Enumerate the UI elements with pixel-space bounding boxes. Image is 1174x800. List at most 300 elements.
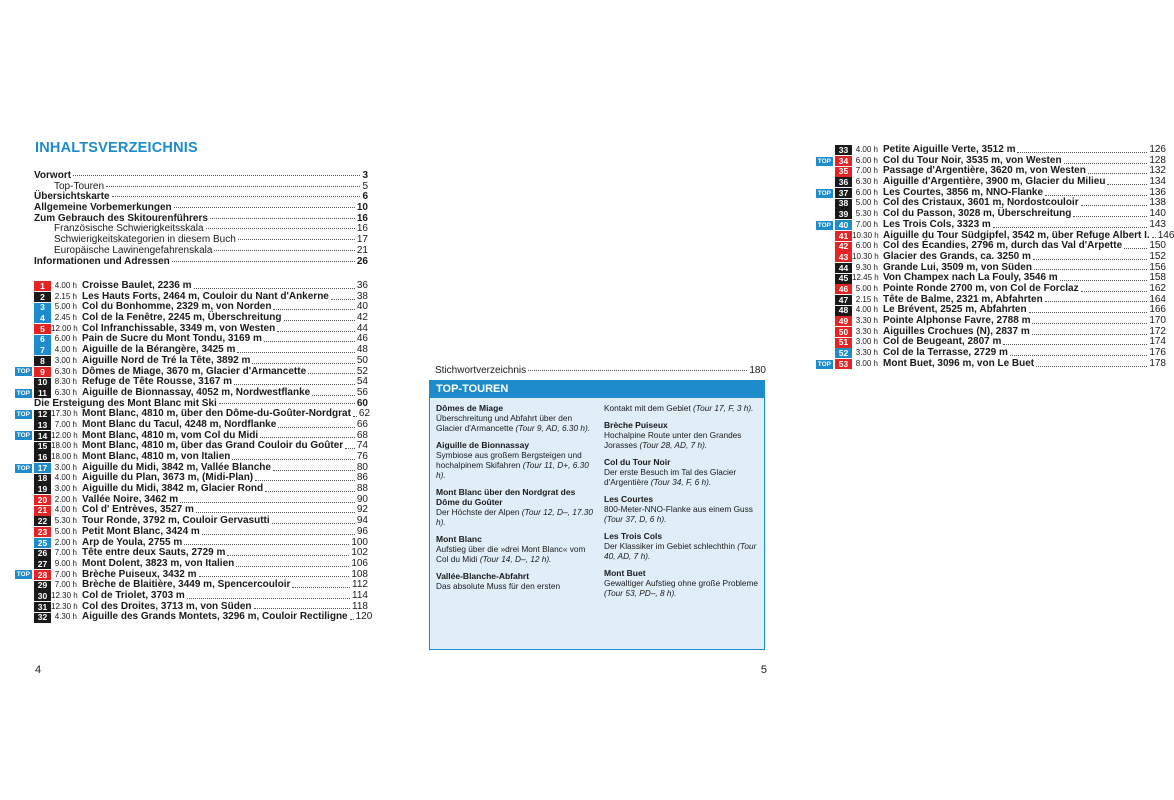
top-tour-desc-text: Symbiose aus großem Bergsteigen und hochalpinem Skifahren xyxy=(436,450,582,470)
tour-number-badge: 30 xyxy=(34,591,51,601)
tour-entry[interactable] xyxy=(10,388,368,399)
page-number-left: 4 xyxy=(35,664,42,676)
tour-name: Mont Dolent, 3823 m, von Italien xyxy=(82,557,235,569)
leader-dots xyxy=(184,544,349,545)
tour-page: 118 xyxy=(352,600,368,612)
tour-page: 162 xyxy=(1149,282,1166,294)
tour-time: 7.00 h xyxy=(54,580,77,590)
leader-dots xyxy=(106,186,360,187)
tour-number-badge: 29 xyxy=(34,581,51,591)
top-tour-entry xyxy=(604,420,760,450)
tour-number-badge: 25 xyxy=(34,538,51,548)
leader-dots xyxy=(1045,195,1147,196)
tour-page: 128 xyxy=(1149,154,1166,166)
tour-number-badge: 52 xyxy=(835,348,852,358)
top-tour-entry xyxy=(436,571,596,591)
tour-time: 4.00 h xyxy=(855,145,878,154)
top-tour-name: Brèche Puiseux xyxy=(604,420,668,430)
tour-name: Arp de Youla, 2755 m xyxy=(82,536,183,548)
leader-dots xyxy=(214,250,354,251)
tour-name: Petit Mont Blanc, 3424 m xyxy=(82,525,200,537)
leader-dots xyxy=(272,523,355,524)
tour-time: 7.00 h xyxy=(855,166,878,176)
tour-time: 2.45 h xyxy=(54,313,77,323)
tour-time: 5.00 h xyxy=(855,198,878,208)
toc-entry-label: Französische Schwierigkeitsskala xyxy=(54,223,204,235)
tour-page: 150 xyxy=(1149,240,1166,252)
top-touren-col-left xyxy=(436,403,596,598)
stichwort-entry[interactable] xyxy=(435,365,766,376)
tour-name: Tour Ronde, 3792 m, Couloir Gervasutti xyxy=(82,515,270,527)
tour-time: 6.00 h xyxy=(855,155,878,165)
top-tour-entry xyxy=(604,568,760,598)
tour-page: 68 xyxy=(356,429,368,441)
top-tour-name: Mont Blanc über den Nordgrat des Dôme du Goûter xyxy=(436,487,576,507)
leader-dots xyxy=(187,598,350,599)
tour-page: 90 xyxy=(356,493,368,505)
top-slot xyxy=(811,360,835,369)
tour-name: Col des Cristaux, 3601 m, Nordostcouloir xyxy=(883,197,1079,209)
stichwort-page: 180 xyxy=(749,365,766,376)
tour-number-badge: 19 xyxy=(34,484,51,494)
top-tour-ref: (Tour 14, D–, 12 h). xyxy=(479,554,552,564)
tour-page: 140 xyxy=(1149,208,1166,220)
top-tour-name: Mont Blanc xyxy=(436,534,482,544)
top-tour-ref: (Tour 9, AD, 6.30 h). xyxy=(515,423,591,433)
leader-dots xyxy=(345,448,355,449)
tour-time: 18.00 h xyxy=(51,452,78,461)
tour-entry[interactable] xyxy=(10,611,373,623)
leader-dots xyxy=(284,320,355,321)
top-tour-description xyxy=(604,430,760,450)
tour-time: 6.30 h xyxy=(54,366,77,376)
top-tour-entry xyxy=(436,440,596,480)
top-tour-entry xyxy=(436,403,596,433)
tour-time: 4.00 h xyxy=(54,473,77,483)
tour-page: 114 xyxy=(352,589,368,601)
leader-dots xyxy=(254,608,351,609)
tour-name: Von Champex nach La Fouly, 3546 m xyxy=(883,272,1058,284)
tour-name: Brèche de Blaitière, 3449 m, Spencercouloir xyxy=(82,579,291,591)
leader-dots xyxy=(292,587,350,588)
tour-entry[interactable] xyxy=(10,527,368,538)
top-tour-ref: (Tour 11, D+, 6.30 h). xyxy=(436,460,589,480)
top-badge: TOP xyxy=(817,157,831,165)
tour-entry[interactable] xyxy=(10,559,368,570)
tour-name: Aiguille du Plan, 3673 m, (Midi-Plan) xyxy=(82,472,254,484)
leader-dots xyxy=(1060,280,1148,281)
tour-number-badge: 33 xyxy=(835,145,852,155)
leader-dots xyxy=(264,341,355,342)
tour-time: 2.00 h xyxy=(54,494,77,504)
tour-number-badge: 51 xyxy=(835,338,852,348)
leader-dots xyxy=(234,384,355,385)
top-slot xyxy=(811,157,835,166)
tour-page: 66 xyxy=(356,418,368,430)
top-touren-col-right xyxy=(604,403,760,605)
tour-time: 12.45 h xyxy=(852,273,879,283)
tour-page: 152 xyxy=(1149,250,1166,262)
tour-name: Vallée Noire, 3462 m xyxy=(82,493,179,505)
tour-page: 112 xyxy=(352,579,368,591)
tour-name: Pointe Alphonse Favre, 2788 m xyxy=(883,315,1031,326)
tour-number-badge: 49 xyxy=(835,316,852,326)
tour-name: Mont Buet, 3096 m, von Le Buet xyxy=(883,357,1035,369)
tour-name: Aiguilles Crochues (N), 2837 m xyxy=(883,325,1030,337)
tour-time: 12.30 h xyxy=(51,590,78,600)
top-slot xyxy=(811,189,835,198)
toc-entry-label: Europäische Lawinengefahrenskala xyxy=(54,244,213,256)
tour-page: 134 xyxy=(1149,176,1166,188)
toc-entry-label: Die Ersteigung des Mont Blanc mit Ski xyxy=(34,397,217,409)
tour-name: Petite Aiguille Verte, 3512 m xyxy=(883,144,1016,155)
tour-page: 38 xyxy=(356,290,368,302)
tour-entry[interactable] xyxy=(811,220,1166,231)
tour-page: 42 xyxy=(356,312,368,324)
tour-time: 3.30 h xyxy=(855,348,878,358)
leader-dots xyxy=(1081,291,1148,292)
tour-name: Dômes de Miage, 3670 m, Glacier d'Armancette xyxy=(82,365,307,377)
tour-page: 50 xyxy=(356,354,368,366)
tour-time: 3.00 h xyxy=(54,355,77,365)
tour-name: Pain de Sucre du Mont Tondu, 3169 m xyxy=(82,333,262,345)
top-tour-entry xyxy=(604,403,760,413)
tour-page: 100 xyxy=(351,536,368,548)
tour-page: 62 xyxy=(358,408,371,420)
toc-entry-page: 6 xyxy=(362,191,368,203)
toc-tours-left xyxy=(10,280,373,623)
top-badge: TOP xyxy=(817,189,831,197)
tour-number-badge: 31 xyxy=(34,602,51,612)
tour-number-badge: 8 xyxy=(34,356,51,366)
top-badge: TOP xyxy=(16,389,30,397)
top-tour-description xyxy=(436,544,596,564)
top-tour-ref: (Tour 28, AD, 7 h). xyxy=(639,440,708,450)
leader-dots xyxy=(1073,216,1147,217)
tour-time: 9.00 h xyxy=(54,558,77,568)
tour-number-badge: 4 xyxy=(34,313,51,323)
tour-number-badge: 48 xyxy=(835,306,852,316)
tour-page: 56 xyxy=(356,386,368,398)
tour-time: 10.30 h xyxy=(852,251,879,261)
leader-dots xyxy=(312,395,355,396)
toc-entry-label: Vorwort xyxy=(34,170,72,181)
tour-number-badge: 32 xyxy=(34,613,51,623)
top-tour-entry xyxy=(604,494,760,524)
leader-dots xyxy=(273,470,355,471)
top-tour-description xyxy=(604,403,760,413)
tour-page: 92 xyxy=(356,504,368,516)
tour-number-badge: 3 xyxy=(34,303,51,313)
tour-page: 146 xyxy=(1157,229,1174,241)
tour-page: 166 xyxy=(1149,304,1166,316)
tour-number-badge: 38 xyxy=(835,199,852,209)
tour-name: Aiguille du Tour Südgipfel, 3542 m, über Refuge Albert I. xyxy=(883,229,1150,241)
toc-entry[interactable] xyxy=(34,257,368,268)
tour-name: Col du Bonhomme, 2329 m, von Norden xyxy=(82,301,272,313)
top-slot xyxy=(10,410,34,419)
top-tour-ref: (Tour 53, PD–, 8 h). xyxy=(604,588,677,598)
tour-name: Mont Blanc, 4810 m, über den Dôme-du-Goûter-Nordgrat xyxy=(82,408,351,420)
tour-name: Col de la Fenêtre, 2245 m, Überschreitung xyxy=(82,312,282,324)
tour-number-badge: 5 xyxy=(34,324,51,334)
tour-time: 12.30 h xyxy=(51,601,78,611)
leader-dots xyxy=(112,196,361,197)
tour-name: Le Brévent, 2525 m, Abfahrten xyxy=(883,304,1027,316)
top-tour-name: Les Trois Cols xyxy=(604,531,663,541)
leader-dots xyxy=(993,227,1147,228)
toc-entry-label: Informationen und Adressen xyxy=(34,255,170,267)
tour-time: 6.00 h xyxy=(855,187,878,197)
tour-page: 136 xyxy=(1149,186,1166,198)
toc-entry-page: 26 xyxy=(356,255,368,267)
tour-time: 10.30 h xyxy=(852,230,879,240)
top-badge: TOP xyxy=(16,411,30,419)
leader-dots xyxy=(265,491,355,492)
leader-dots xyxy=(273,309,354,310)
left-page xyxy=(0,0,400,800)
page-title: INHALTSVERZEICHNIS xyxy=(35,140,198,156)
tour-number-badge: 9 xyxy=(34,367,51,377)
leader-dots xyxy=(206,228,355,229)
tour-name: Aiguille de Bionnassay, 4052 m, Nordwestflanke xyxy=(82,386,311,398)
tour-number-badge: 40 xyxy=(835,220,852,230)
tour-name: Passage d'Argentière, 3620 m, von Westen xyxy=(883,165,1086,177)
tour-entry[interactable] xyxy=(811,252,1166,263)
leader-dots xyxy=(1088,173,1147,174)
tour-number-badge: 42 xyxy=(835,242,852,252)
tour-number-badge: 22 xyxy=(34,516,51,526)
tour-time: 3.30 h xyxy=(855,316,878,325)
tour-number-badge: 26 xyxy=(34,549,51,559)
top-tour-name: Vallée-Blanche-Abfahrt xyxy=(436,571,530,581)
tour-time: 8.00 h xyxy=(855,358,878,368)
toc-entry-page: 10 xyxy=(356,202,368,214)
tour-entry[interactable] xyxy=(10,580,368,591)
tour-time: 4.00 h xyxy=(855,305,878,315)
leader-dots xyxy=(1017,152,1147,153)
top-tour-entry xyxy=(604,531,760,561)
tour-name: Aiguille Nord de Tré la Tête, 3892 m xyxy=(82,354,251,366)
tour-number-badge: 11 xyxy=(34,388,51,398)
top-tour-description xyxy=(436,507,596,527)
top-touren-header: TOP-TOUREN xyxy=(430,381,764,398)
tour-page: 143 xyxy=(1149,218,1166,230)
tour-time: 12.00 h xyxy=(51,323,78,333)
leader-dots xyxy=(236,566,349,567)
toc-entry-page: 3 xyxy=(362,170,368,181)
tour-time: 5.00 h xyxy=(855,283,878,293)
top-tour-description xyxy=(604,541,760,561)
tour-number-badge: 34 xyxy=(835,156,852,166)
top-badge: TOP xyxy=(16,432,30,440)
leader-dots xyxy=(232,459,355,460)
leader-dots xyxy=(172,261,355,262)
toc-entry-label: Schwierigkeitskategorien in diesem Buch xyxy=(54,234,236,246)
tour-name: Tête de Balme, 2321 m, Abfahrten xyxy=(883,293,1043,305)
tour-number-badge: 17 xyxy=(34,463,51,473)
top-tour-name: Aiguille de Bionnassay xyxy=(436,440,530,450)
tour-time: 2.15 h xyxy=(54,291,77,301)
leader-dots xyxy=(1036,366,1147,367)
leader-dots xyxy=(260,437,355,438)
stichwort-label: Stichwortverzeichnis xyxy=(435,365,527,376)
top-tour-desc-text: Das absolute Muss für den ersten xyxy=(436,581,561,591)
tour-time: 17.30 h xyxy=(51,409,78,419)
tour-number-badge: 27 xyxy=(34,559,51,569)
tour-page: 52 xyxy=(356,365,368,377)
tour-entry[interactable] xyxy=(10,356,368,367)
leader-dots xyxy=(1010,355,1147,356)
toc-entry-page: 5 xyxy=(362,180,368,192)
leader-dots xyxy=(174,207,355,208)
toc-tours-right xyxy=(811,144,1174,369)
tour-number-badge: 23 xyxy=(34,527,51,537)
tour-time: 2.00 h xyxy=(54,537,77,547)
top-tour-ref: (Tour 12, D–, 17.30 h). xyxy=(436,507,593,527)
tour-page: 174 xyxy=(1149,336,1166,348)
tour-number-badge: 43 xyxy=(835,252,852,262)
tour-number-badge: 14 xyxy=(34,431,51,441)
leader-dots xyxy=(1032,334,1148,335)
leader-dots xyxy=(1064,163,1148,164)
tour-number-badge: 7 xyxy=(34,345,51,355)
top-badge: TOP xyxy=(16,368,30,376)
tour-name: Aiguille de la Bérangère, 3425 m xyxy=(82,344,236,356)
tour-name: Col de Beugeant, 2807 m xyxy=(883,336,1002,348)
tour-name: Glacier des Grands, ca. 3250 m xyxy=(883,250,1031,262)
top-tour-name: Dômes de Miage xyxy=(436,403,504,413)
tour-time: 8.30 h xyxy=(54,377,77,387)
tour-number-badge: 41 xyxy=(835,231,852,241)
top-tour-desc-text: Kontakt mit dem Gebiet xyxy=(604,403,691,413)
tour-time: 6.30 h xyxy=(54,387,77,397)
top-slot xyxy=(10,570,34,579)
tour-name: Col Infranchissable, 3349 m, von Westen xyxy=(82,322,276,334)
tour-page: 132 xyxy=(1149,165,1166,177)
tour-name: Pointe Ronde 2700 m, von Col de Forclaz xyxy=(883,282,1079,294)
leader-dots xyxy=(73,175,360,176)
top-tour-desc-text: Der Höchste der Alpen xyxy=(436,507,520,517)
top-tour-name: Col du Tour Noir xyxy=(604,457,671,467)
toc-entry-page: 21 xyxy=(356,244,368,256)
top-slot xyxy=(10,431,34,440)
top-tour-entry xyxy=(436,534,596,564)
tour-page: 48 xyxy=(356,344,368,356)
leader-dots xyxy=(1033,259,1147,260)
tour-time: 4.00 h xyxy=(54,505,77,515)
tour-page: 86 xyxy=(356,472,368,484)
tour-name: Col du Passon, 3028 m, Überschreitung xyxy=(883,208,1072,220)
toc-entry-label: Allgemeine Vorbemerkungen xyxy=(34,202,172,214)
tour-name: Les Hauts Forts, 2464 m, Couloir du Nant d'Ankerne xyxy=(82,290,329,302)
tour-number-badge: 16 xyxy=(34,452,51,462)
leader-dots xyxy=(353,416,357,417)
tour-number-badge: 39 xyxy=(835,209,852,219)
tour-name: Col d' Entrèves, 3527 m xyxy=(82,504,194,516)
tour-time: 5.30 h xyxy=(855,209,878,219)
top-slot xyxy=(10,367,34,376)
toc-entry[interactable] xyxy=(34,246,368,257)
leader-dots xyxy=(180,502,355,503)
top-tour-desc-text: 800-Meter-NNO-Flanke aus einem Guss xyxy=(604,504,753,514)
tour-name: Aiguille du Midi, 3842 m, Glacier Rond xyxy=(82,483,264,495)
top-badge: TOP xyxy=(817,221,831,229)
tour-number-badge: 37 xyxy=(835,188,852,198)
toc-entry-label: Top-Touren xyxy=(54,180,105,192)
tour-page: 54 xyxy=(356,376,368,388)
tour-page: 170 xyxy=(1149,315,1166,326)
tour-page: 172 xyxy=(1149,325,1166,337)
tour-time: 3.30 h xyxy=(855,326,878,336)
top-badge: TOP xyxy=(817,360,831,368)
top-tour-name: Les Courtes xyxy=(604,494,654,504)
tour-page: 96 xyxy=(356,525,368,537)
tour-page: 108 xyxy=(351,568,368,580)
tour-page: 40 xyxy=(356,301,368,313)
tour-page: 126 xyxy=(1149,144,1166,155)
tour-time: 7.00 h xyxy=(855,219,878,229)
tour-number-badge: 15 xyxy=(34,442,51,452)
tour-time: 18.00 h xyxy=(51,441,78,451)
tour-number-badge: 35 xyxy=(835,167,852,177)
tour-name: Les Courtes, 3856 m, NNO-Flanke xyxy=(883,186,1044,198)
leader-dots xyxy=(1107,184,1147,185)
tour-name: Col de Triolet, 3703 m xyxy=(82,589,185,601)
tour-name: Brèche Puiseux, 3432 m xyxy=(82,568,197,580)
tour-name: Aiguille du Midi, 3842 m, Vallée Blanche xyxy=(82,461,271,473)
top-tour-ref: (Tour 37, D, 6 h). xyxy=(604,514,667,524)
leader-dots xyxy=(1003,344,1147,345)
top-slot xyxy=(10,389,34,398)
tour-page: 120 xyxy=(355,611,373,623)
tour-page: 156 xyxy=(1149,261,1166,273)
top-tour-ref: (Tour 17, F, 3 h). xyxy=(693,403,754,413)
leader-dots xyxy=(1032,323,1147,324)
tour-page: 106 xyxy=(351,557,368,569)
tour-time: 7.00 h xyxy=(54,419,77,429)
top-tour-description xyxy=(604,578,760,598)
leader-dots xyxy=(1124,248,1147,249)
toc-entry-page: 17 xyxy=(356,234,368,246)
tour-number-badge: 36 xyxy=(835,177,852,187)
tour-name: Croisse Baulet, 2236 m xyxy=(82,280,192,291)
tour-name: Tête entre deux Sauts, 2729 m xyxy=(82,547,226,559)
top-touren-box xyxy=(429,380,765,650)
leader-dots xyxy=(1034,269,1147,270)
top-tour-name: Mont Buet xyxy=(604,568,646,578)
tour-time: 4.00 h xyxy=(54,281,77,290)
tour-number-badge: 44 xyxy=(835,263,852,273)
leader-dots xyxy=(1152,237,1156,238)
tour-time: 2.15 h xyxy=(855,294,878,304)
tour-entry[interactable] xyxy=(811,359,1166,370)
tour-number-badge: 6 xyxy=(34,335,51,345)
tour-time: 6.30 h xyxy=(855,177,878,187)
tour-name: Mont Blanc, 4810 m, über das Grand Couloir du Goûter xyxy=(82,440,344,452)
tour-time: 9.30 h xyxy=(855,262,878,272)
top-tour-ref: (Tour 34, F, 6 h). xyxy=(650,477,712,487)
tour-entry[interactable] xyxy=(10,484,368,495)
top-tour-desc-text: Aufstieg über die »drei Mont Blanc« vom Col du Midi xyxy=(436,544,586,564)
tour-name: Mont Blanc, 4810 m, von Italien xyxy=(82,451,231,462)
tour-time: 3.00 h xyxy=(54,484,77,494)
tour-name: Aiguille des Grands Montets, 3296 m, Couloir Rectiligne xyxy=(82,611,348,623)
tour-number-badge: 21 xyxy=(34,506,51,516)
top-tour-description xyxy=(436,581,596,591)
tour-time: 4.30 h xyxy=(54,612,77,622)
tour-time: 5.30 h xyxy=(54,516,77,526)
